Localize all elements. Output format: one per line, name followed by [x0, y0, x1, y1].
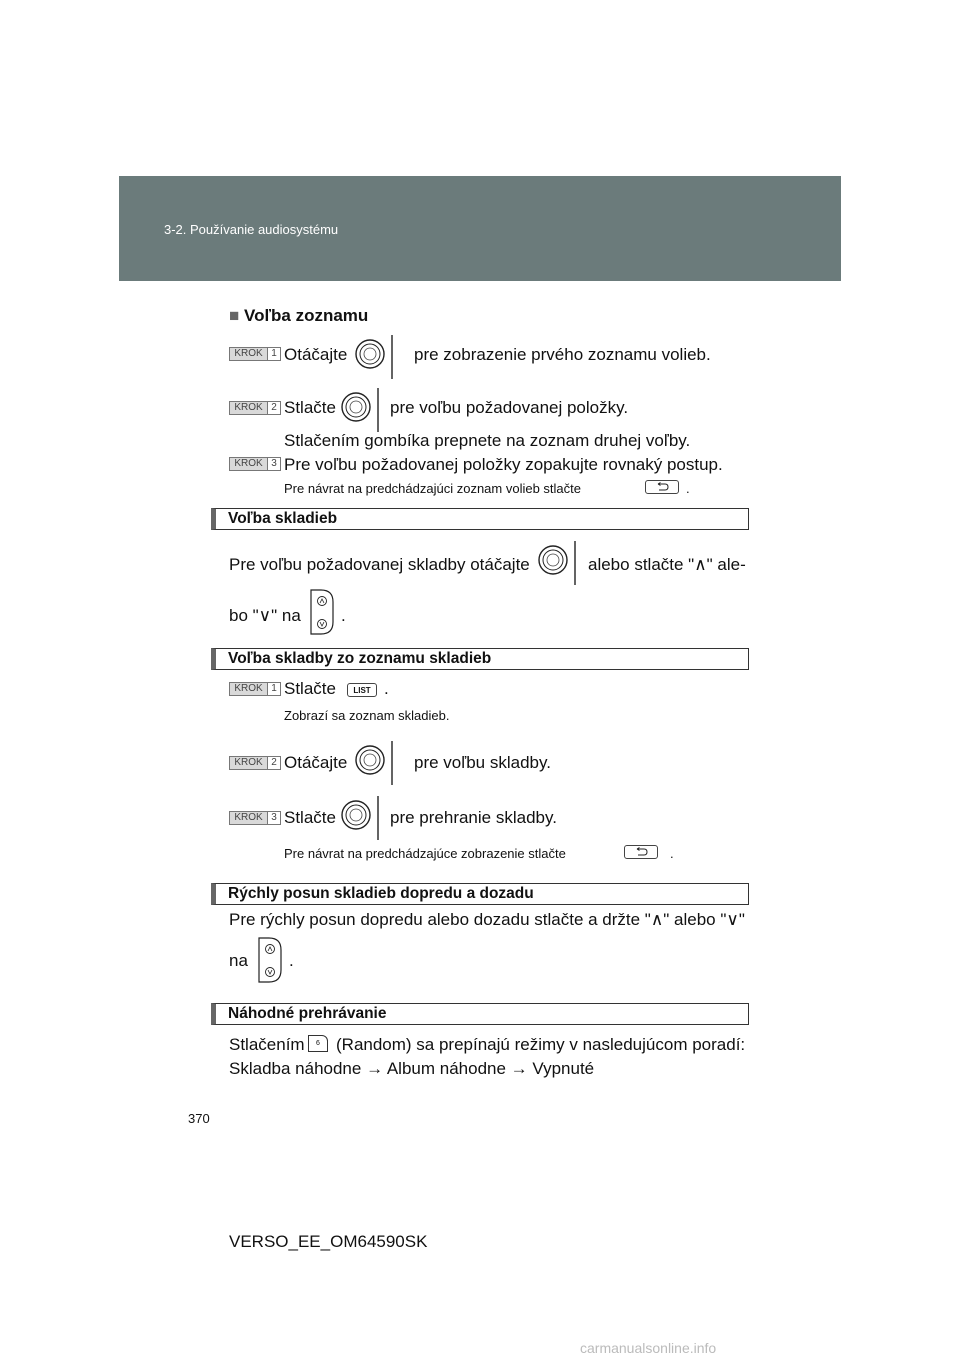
- fast-seek-text: Pre rýchly posun dopredu alebo dozadu stlačte a držte "∧" alebo "∨": [229, 910, 745, 929]
- track-selection-title: Voľba skladieb: [211, 508, 749, 530]
- step-text-pre: Otáčajte: [284, 753, 348, 772]
- track-selection-text: alebo stlačte "∧" ale-: [588, 555, 746, 574]
- track-selection-text: bo "∨" na: [229, 606, 301, 625]
- back-note: Pre návrat na predchádzajúce zobrazenie stlačte: [284, 846, 566, 861]
- tune-knob-icon: [537, 539, 585, 589]
- track-selection-text: Pre voľbu požadovanej skladby otáčajte: [229, 555, 530, 574]
- step-badge: KROK 1: [229, 682, 281, 696]
- step-badge: KROK 1: [229, 347, 281, 361]
- random-button-icon: 6: [308, 1035, 328, 1052]
- step-text-pre: Stlačte: [284, 808, 336, 827]
- back-note: Pre návrat na predchádzajúci zoznam volieb stlačte: [284, 481, 581, 496]
- fast-seek-title: Rýchly posun skladieb dopredu a dozadu: [211, 883, 749, 905]
- step-text: Pre voľbu požadovanej položky zopakujte rovnaký postup.: [284, 455, 723, 474]
- page-number: 370: [188, 1111, 210, 1126]
- seek-up-down-button-icon: [255, 936, 285, 984]
- back-note-end: .: [670, 846, 674, 861]
- random-modes: Skladba náhodne → Album náhodne → Vypnuté: [229, 1059, 595, 1078]
- step-text-post: pre prehranie skladby.: [390, 808, 557, 827]
- step-note: Zobrazí sa zoznam skladieb.: [284, 708, 450, 723]
- random-title: Náhodné prehrávanie: [211, 1003, 749, 1025]
- step-badge: KROK 2: [229, 756, 281, 770]
- footer-code: VERSO_EE_OM64590SK: [229, 1232, 428, 1251]
- fast-seek-end: .: [289, 951, 294, 970]
- tune-knob-icon: [340, 794, 388, 844]
- heading-bullet: ■: [229, 306, 240, 325]
- back-note-end: .: [686, 481, 690, 496]
- step-note: Stlačením gombíka prepnete na zoznam druhej voľby.: [284, 431, 691, 450]
- seek-up-down-button-icon: [307, 588, 337, 636]
- back-button-icon: [645, 480, 679, 494]
- random-text: Stlačením: [229, 1035, 305, 1054]
- tune-knob-icon: [354, 333, 402, 383]
- list-button-icon: LIST: [347, 683, 377, 697]
- step-text-pre: Otáčajte: [284, 345, 348, 364]
- step-text-pre: Stlačte: [284, 679, 336, 698]
- section-title: 3-2. Používanie audiosystému: [164, 222, 339, 237]
- fast-seek-text: na: [229, 951, 248, 970]
- random-text: (Random) sa prepínajú režimy v nasledujúcom poradí:: [336, 1035, 746, 1054]
- track-selection-end: .: [341, 606, 346, 625]
- back-button-icon: [624, 845, 658, 859]
- step-badge: KROK 3: [229, 811, 281, 825]
- track-list-title: Voľba skladby zo zoznamu skladieb: [211, 648, 749, 670]
- list-selection-heading: ■ Voľba zoznamu: [229, 306, 369, 325]
- step-text-post: .: [384, 679, 389, 698]
- step-text-pre: Stlačte: [284, 398, 336, 417]
- step-badge: KROK 2: [229, 401, 281, 415]
- tune-knob-icon: [354, 739, 402, 789]
- step-text-post: pre zobrazenie prvého zoznamu volieb.: [414, 345, 711, 364]
- step-badge: KROK 3: [229, 457, 281, 471]
- tune-knob-icon: [340, 386, 388, 436]
- step-text-post: pre voľbu skladby.: [414, 753, 551, 772]
- step-text-post: pre voľbu požadovanej položky.: [390, 398, 629, 417]
- watermark: carmanualsonline.info: [580, 1340, 717, 1356]
